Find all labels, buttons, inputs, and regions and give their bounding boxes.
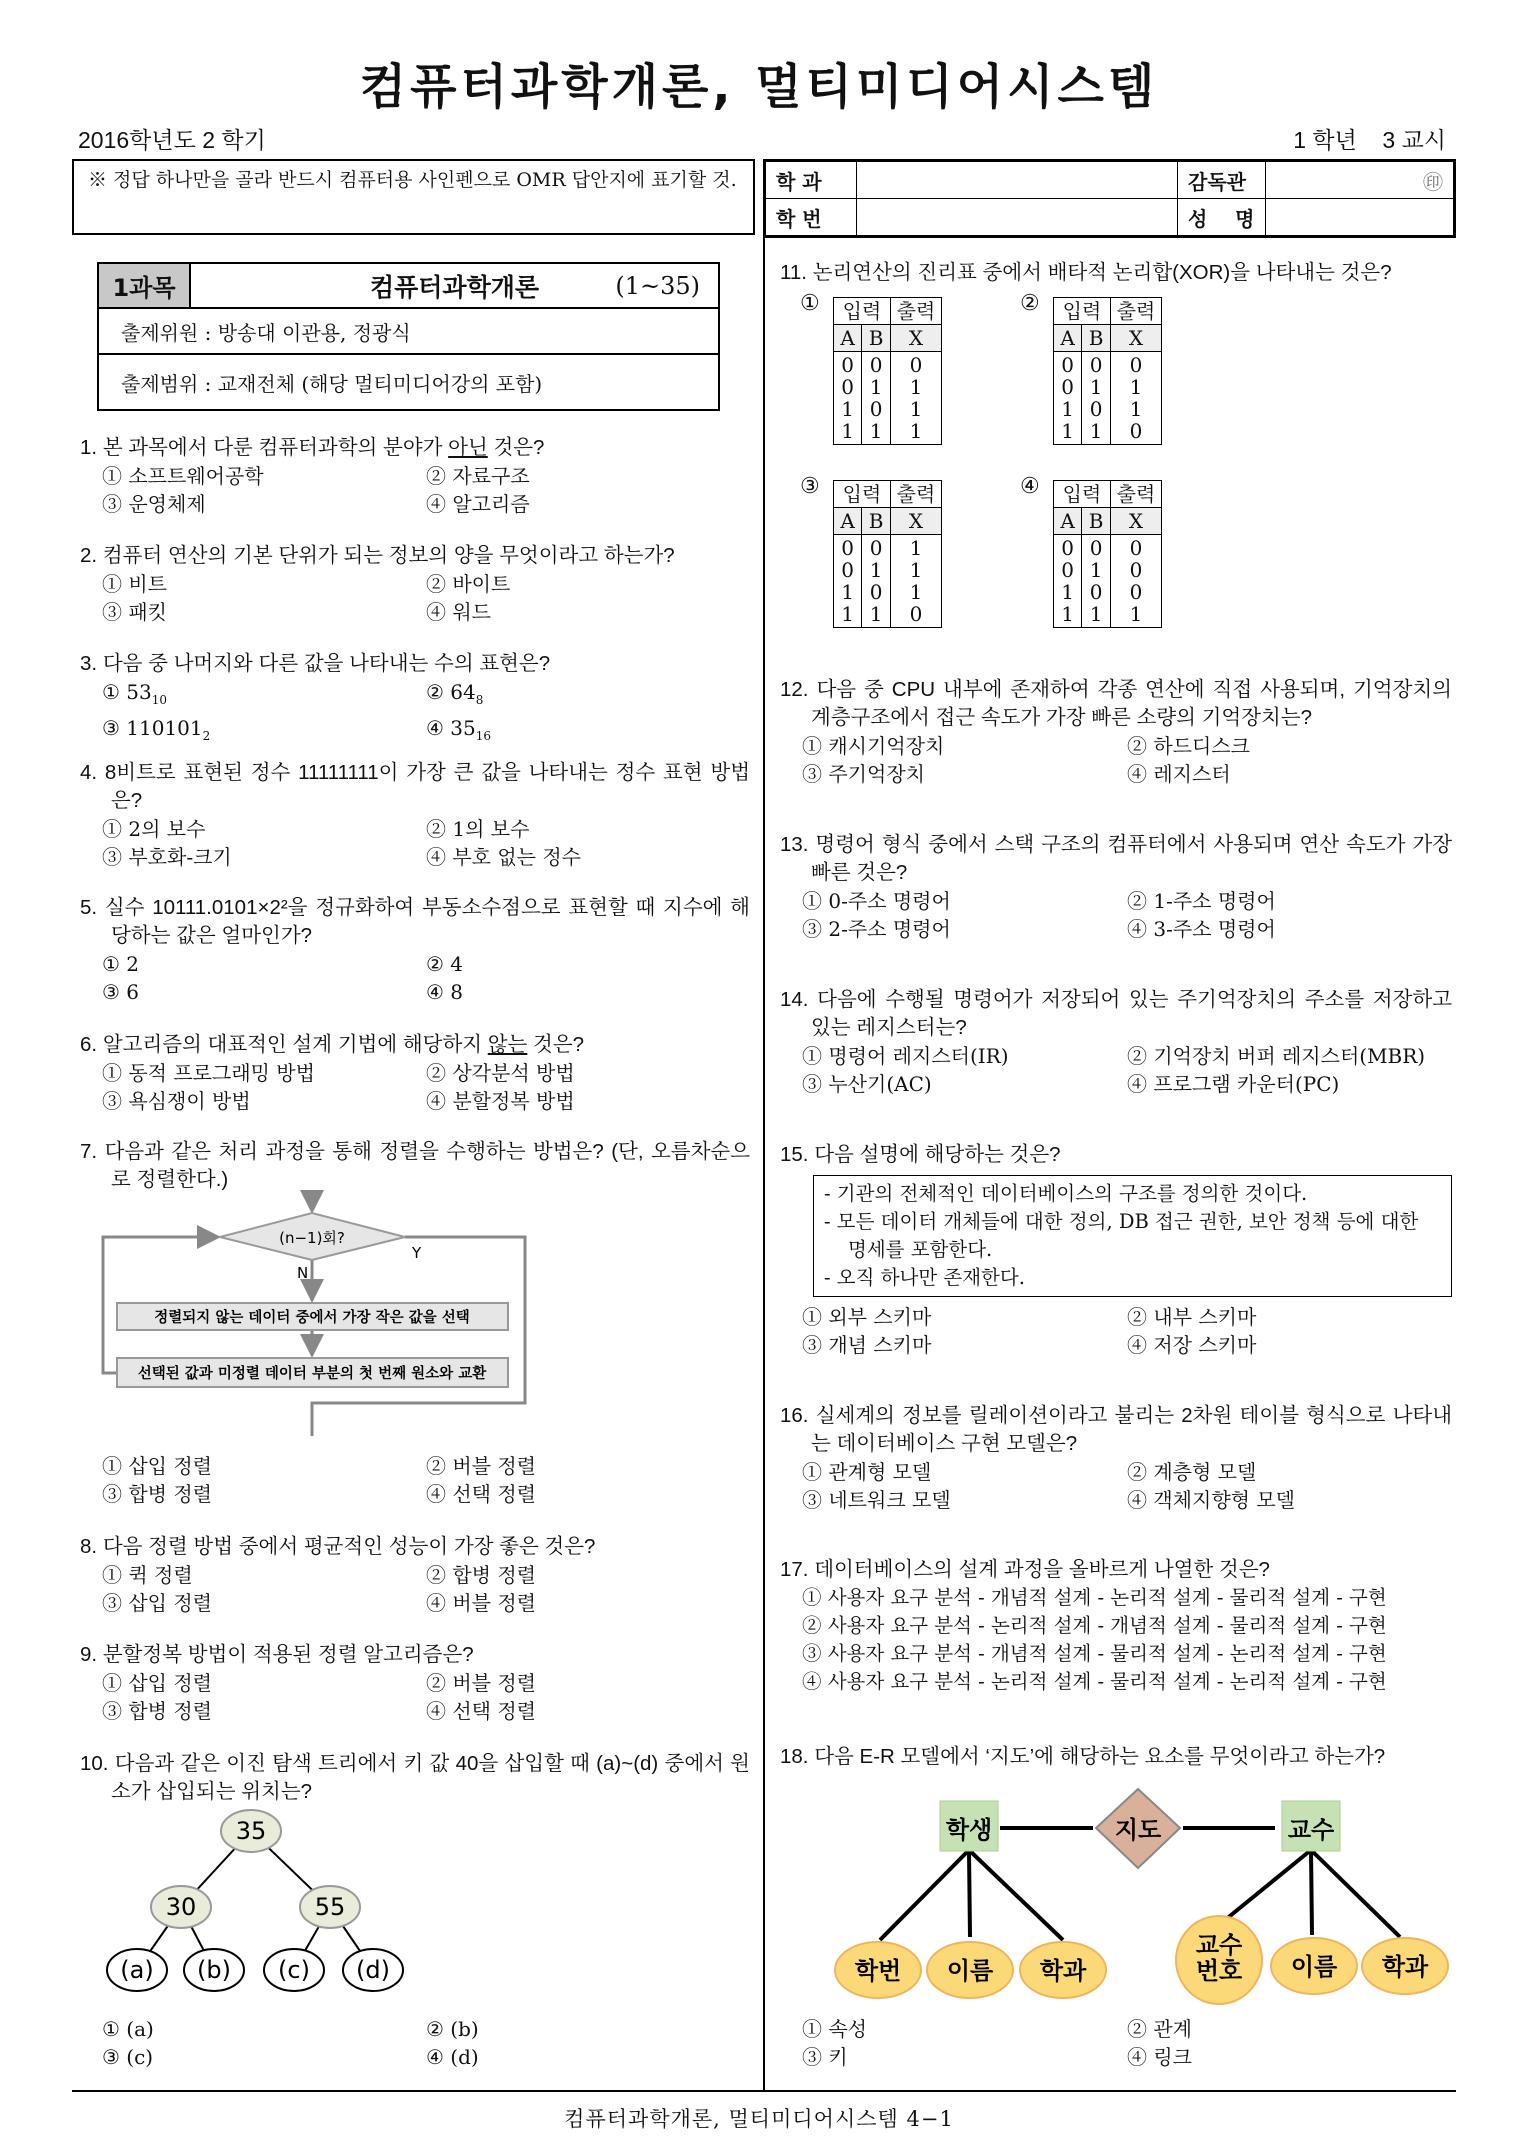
option-label: ② 관계 bbox=[1127, 2017, 1192, 2041]
option-label: ③ 부호화-크기 bbox=[102, 845, 232, 869]
option-label: ④ 버블 정렬 bbox=[426, 1591, 536, 1615]
name-label: 성 명 bbox=[1178, 199, 1266, 237]
option-label: ④ 부호 없는 정수 bbox=[426, 845, 581, 869]
question-text: 다음과 같은 처리 과정을 통해 정렬을 수행하는 방법은? (단, 오름차순으로 정렬한다.) bbox=[104, 1140, 750, 1191]
option-label: ③ 삽입 정렬 bbox=[102, 1591, 212, 1615]
option-label: ③ 주기억장치 bbox=[802, 762, 925, 786]
question-text: 분할정복 방법이 적용된 정렬 알고리즘은? bbox=[102, 1643, 474, 1666]
option-label: ④ 워드 bbox=[426, 600, 491, 624]
option-label: ③ 사용자 요구 분석 - 개념적 설계 - 물리적 설계 - 논리적 설계 - 구현 bbox=[802, 1642, 1387, 1665]
question-text: 본 과목에서 다룬 컴퓨터과학의 분야가 bbox=[102, 436, 449, 459]
option-label: ② (b) bbox=[426, 2017, 479, 2041]
option-label: ② 1의 보수 bbox=[426, 817, 530, 841]
option-label: ③ 운영체제 bbox=[102, 492, 206, 516]
output-header: 출력 bbox=[891, 481, 942, 508]
column-values: 0 1 0 1 bbox=[862, 352, 891, 445]
question-number: 5. bbox=[80, 896, 98, 919]
subject-scope: 출제범위 : 교재전체 (해당 멀티미디어강의 포함) bbox=[121, 371, 543, 396]
input-header: 입력 bbox=[1054, 481, 1111, 508]
question-number: 4. bbox=[80, 761, 98, 784]
option-label: ③ 패킷 bbox=[102, 600, 167, 624]
page-footer: 컴퓨터과학개론, 멀티미디어시스템 4−1 bbox=[564, 2107, 954, 2131]
option-label: ② 합병 정렬 bbox=[426, 1563, 536, 1587]
step2-label: 선택된 값과 미정렬 데이터 부분의 첫 번째 원소와 교환 bbox=[137, 1366, 487, 1382]
option-label: ② 기억장치 버퍼 레지스터(MBR) bbox=[1127, 1044, 1426, 1068]
column-header: B bbox=[862, 508, 891, 535]
option-label: ① 삽입 정렬 bbox=[102, 1671, 212, 1695]
question-number: 15. bbox=[780, 1143, 809, 1166]
bst-leaf-node-label: (d) bbox=[356, 1956, 390, 1984]
answer-option[interactable] bbox=[802, 2043, 1127, 2071]
entity-professor-label: 교수 bbox=[1287, 1816, 1335, 1844]
input-header: 입력 bbox=[1054, 298, 1111, 325]
question-number: 12. bbox=[780, 678, 809, 701]
bst-leaf-node-label: (c) bbox=[278, 1956, 310, 1984]
question-text: 8비트로 표현된 정수 11111111이 가장 큰 값을 나타내는 정수 표현 방법은? bbox=[104, 761, 751, 812]
bst-right-node-label: 55 bbox=[314, 1893, 346, 1921]
option-label: ② 사용자 요구 분석 - 논리적 설계 - 개념적 설계 - 물리적 설계 - 구현 bbox=[802, 1614, 1387, 1637]
option-label: ④ 프로그램 카운터(PC) bbox=[1127, 1072, 1340, 1096]
column-values: 0 0 1 1 bbox=[834, 352, 862, 445]
option-label: ④ 35 bbox=[426, 716, 476, 740]
question-text: 컴퓨터 연산의 기본 단위가 되는 정보의 양을 무엇이라고 하는가? bbox=[102, 544, 675, 567]
option-label: ① 속성 bbox=[802, 2017, 867, 2041]
question-text: 알고리즘의 대표적인 설계 기법에 해당하지 bbox=[102, 1033, 488, 1056]
option-label: ① (a) bbox=[102, 2017, 154, 2041]
option-label: ③ 누산기(AC) bbox=[802, 1072, 932, 1096]
option-label: ② 하드디스크 bbox=[1127, 734, 1250, 758]
option-label: ③ (c) bbox=[102, 2045, 154, 2069]
yes-label: Y bbox=[412, 1244, 422, 1262]
option-label: ② 1-주소 명령어 bbox=[1127, 889, 1276, 913]
option-label: ④ 3-주소 명령어 bbox=[1127, 917, 1276, 941]
option-label: ④ 선택 정렬 bbox=[426, 1482, 536, 1506]
option-label: ② 바이트 bbox=[426, 572, 511, 596]
bottom-rule bbox=[72, 2090, 1456, 2092]
subject-number: 1과목 bbox=[99, 264, 191, 307]
column-values: 0 1 0 1 bbox=[862, 535, 891, 628]
column-values: 0 1 0 1 bbox=[1082, 535, 1111, 628]
option-label: ① 0-주소 명령어 bbox=[802, 889, 951, 913]
column-header: X bbox=[891, 325, 942, 352]
column-values: 0 0 1 1 bbox=[1054, 535, 1082, 628]
emphasis-text: 아닌 bbox=[448, 436, 488, 459]
attribute-label: 학과 bbox=[1381, 1953, 1429, 1981]
grade-period-label: 1 학년 3 교시 bbox=[1293, 127, 1446, 153]
input-header: 입력 bbox=[834, 481, 891, 508]
column-header: X bbox=[1111, 508, 1162, 535]
option-label: ③ 110101 bbox=[102, 716, 203, 740]
option-label: ① 퀵 정렬 bbox=[102, 1563, 193, 1587]
exam-title: 컴퓨터과학개론, 멀티미디어시스템 bbox=[359, 59, 1159, 115]
option-marker[interactable]: ② bbox=[1020, 291, 1040, 316]
column-header: A bbox=[1054, 325, 1082, 352]
question-block bbox=[780, 2015, 1452, 2071]
number-base: 16 bbox=[475, 729, 492, 743]
question-number: 8. bbox=[80, 1535, 98, 1558]
output-header: 출력 bbox=[1111, 298, 1162, 325]
option-label: ① 소프트웨어공학 bbox=[102, 464, 264, 488]
question-text: 다음 E-R 모델에서 ‘지도’에 해당하는 요소를 무엇이라고 하는가? bbox=[814, 1745, 1386, 1768]
dept-label: 학 과 bbox=[765, 161, 857, 199]
answer-option[interactable] bbox=[426, 2043, 750, 2071]
question-number: 3. bbox=[80, 652, 98, 675]
bst-left-node-label: 30 bbox=[165, 1893, 197, 1921]
question-text: 다음 정렬 방법 중에서 평균적인 성능이 가장 좋은 것은? bbox=[102, 1535, 596, 1558]
number-base: 8 bbox=[475, 693, 484, 707]
question-number: 10. bbox=[80, 1752, 109, 1775]
question-number: 18. bbox=[780, 1745, 809, 1768]
option-label: ③ 합병 정렬 bbox=[102, 1699, 212, 1723]
entity-student-label: 학생 bbox=[945, 1816, 993, 1844]
column-header: X bbox=[1111, 325, 1162, 352]
option-label: ① 외부 스키마 bbox=[802, 1305, 932, 1329]
column-values: 0 1 1 0 bbox=[1111, 352, 1162, 445]
column-header: X bbox=[891, 508, 942, 535]
question-number: 9. bbox=[80, 1643, 98, 1666]
question-text: 것은? bbox=[527, 1033, 585, 1056]
question-number: 13. bbox=[780, 833, 809, 856]
option-label: ④ 저장 스키마 bbox=[1127, 1333, 1257, 1357]
question-block bbox=[80, 2015, 750, 2071]
option-label: ① 관계형 모델 bbox=[802, 1460, 932, 1484]
question-number: 2. bbox=[80, 544, 98, 567]
option-label: ④ 8 bbox=[426, 980, 464, 1004]
column-values: 1 1 1 0 bbox=[891, 535, 942, 628]
option-label: ④ 사용자 요구 분석 - 논리적 설계 - 물리적 설계 - 논리적 설계 - 구현 bbox=[802, 1670, 1387, 1693]
option-label: ④ 객체지향형 모델 bbox=[1127, 1488, 1295, 1512]
question-number: 14. bbox=[780, 988, 809, 1011]
instruction-box: ※ 정답 하나만을 골라 반드시 컴퓨터용 사인펜으로 OMR 답안지에 표기할 것. bbox=[72, 159, 755, 235]
column-values: 0 0 1 1 bbox=[834, 535, 862, 628]
emphasis-text: 않는 bbox=[487, 1033, 528, 1056]
option-label: ① 2의 보수 bbox=[102, 817, 206, 841]
question-text: 실세계의 정보를 릴레이션이라고 불리는 2차원 테이블 형식으로 나타내는 데이터베이스 구현 모델은? bbox=[811, 1404, 1452, 1455]
description-line: - 오직 하나만 존재한다. bbox=[824, 1266, 1025, 1289]
supervisor-label: 감독관 bbox=[1178, 161, 1266, 199]
column-values: 0 1 0 1 bbox=[1082, 352, 1111, 445]
student-no-label: 학 번 bbox=[765, 199, 857, 237]
number-base: 10 bbox=[151, 693, 168, 707]
attribute-label: 학번 bbox=[854, 1957, 902, 1985]
option-label: ① 삽입 정렬 bbox=[102, 1454, 212, 1478]
option-label: ④ (d) bbox=[426, 2045, 479, 2069]
option-label: ④ 선택 정렬 bbox=[426, 1699, 536, 1723]
relationship-label: 지도 bbox=[1114, 1816, 1162, 1844]
description-line: - 모든 데이터 개체들에 대한 정의, DB 접근 권한, 보안 정책 등에 대한 명세를 포함한다. bbox=[824, 1210, 1419, 1261]
question-text: 다음과 같은 이진 탐색 트리에서 키 값 40을 삽입할 때 (a)~(d) 중에서 원소가 삽입되는 위치는? bbox=[111, 1752, 750, 1803]
output-header: 출력 bbox=[891, 298, 942, 325]
question-text: 다음 중 CPU 내부에 존재하여 각종 연산에 직접 사용되며, 기억장치의 계층구조에서 접근 속도가 가장 빠른 소량의 기억장치는? bbox=[811, 678, 1452, 729]
option-label: ① 53 bbox=[102, 680, 152, 704]
column-values: 0 0 0 1 bbox=[1111, 535, 1162, 628]
option-label: ③ 욕심쟁이 방법 bbox=[102, 1089, 251, 1113]
option-label: ④ 분할정복 방법 bbox=[426, 1089, 575, 1113]
option-marker[interactable]: ④ bbox=[1020, 474, 1040, 499]
question-11-stem: 11. 논리연산의 진리표 중에서 배타적 논리합(XOR)을 나타내는 것은? bbox=[780, 261, 1392, 284]
question-number: 6. bbox=[80, 1033, 98, 1056]
column-header: B bbox=[1082, 325, 1111, 352]
bst-root-node-label: 35 bbox=[235, 1817, 267, 1845]
option-label: ① 동적 프로그래밍 방법 bbox=[102, 1061, 315, 1085]
column-header: B bbox=[1082, 508, 1111, 535]
seal-field[interactable]: ㊞ bbox=[1265, 161, 1455, 199]
column-header: B bbox=[862, 325, 891, 352]
option-label: ② 계층형 모델 bbox=[1127, 1460, 1257, 1484]
option-label: ② 4 bbox=[426, 952, 464, 976]
column-values: 0 0 1 1 bbox=[1054, 352, 1082, 445]
option-label: ① 비트 bbox=[102, 572, 167, 596]
option-label: ② 자료구조 bbox=[426, 464, 530, 488]
column-header: A bbox=[834, 508, 862, 535]
question-text: 다음 중 나머지와 다른 값을 나타내는 수의 표현은? bbox=[102, 652, 551, 675]
answer-option[interactable] bbox=[1127, 2043, 1452, 2071]
option-label: ③ 합병 정렬 bbox=[102, 1482, 212, 1506]
option-label: ② 버블 정렬 bbox=[426, 1454, 536, 1478]
description-line: - 기관의 전체적인 데이터베이스의 구조를 정의한 것이다. bbox=[824, 1182, 1308, 1205]
question-text: 다음 설명에 해당하는 것은? bbox=[814, 1143, 1061, 1166]
answer-options bbox=[780, 2015, 1452, 2071]
question-range: (1~35) bbox=[615, 271, 700, 300]
bst-leaf-node-label: (b) bbox=[197, 1956, 231, 1984]
option-label: ② 상각분석 방법 bbox=[426, 1061, 575, 1085]
question-text: 데이터베이스의 설계 과정을 올바르게 나열한 것은? bbox=[814, 1558, 1270, 1581]
option-marker[interactable]: ③ bbox=[800, 474, 820, 499]
option-label: ① 명령어 레지스터(IR) bbox=[802, 1044, 1009, 1068]
option-label: ② 64 bbox=[426, 680, 476, 704]
step1-label: 정렬되지 않는 데이터 중에서 가장 작은 값을 선택 bbox=[154, 1310, 470, 1326]
option-label: ③ 개념 스키마 bbox=[802, 1333, 932, 1357]
option-marker[interactable]: ① bbox=[800, 291, 820, 316]
attribute-label: 학과 bbox=[1039, 1957, 1087, 1985]
question-number: 1. bbox=[80, 436, 98, 459]
decision-label: (n−1)회? bbox=[279, 1229, 345, 1247]
question-text: 것은? bbox=[487, 436, 545, 459]
option-label: ④ 레지스터 bbox=[1127, 762, 1231, 786]
option-label: ② 내부 스키마 bbox=[1127, 1305, 1257, 1329]
question-number: 17. bbox=[780, 1558, 809, 1581]
option-label: ④ 링크 bbox=[1127, 2045, 1192, 2069]
answer-options bbox=[80, 2015, 750, 2071]
option-label: ① 캐시기억장치 bbox=[802, 734, 945, 758]
input-header: 입력 bbox=[834, 298, 891, 325]
subject-authors: 출제위원 : 방송대 이관용, 정광식 bbox=[99, 309, 718, 355]
number-base: 2 bbox=[202, 729, 211, 743]
output-header: 출력 bbox=[1111, 481, 1162, 508]
question-number: 7. bbox=[80, 1140, 98, 1163]
subject-name: 컴퓨터과학개론 bbox=[369, 272, 540, 302]
question-number: 16. bbox=[780, 1404, 809, 1427]
option-label: ① 2 bbox=[102, 952, 140, 976]
question-text: 명령어 형식 중에서 스택 구조의 컴퓨터에서 사용되며 연산 속도가 가장 빠른 것은? bbox=[811, 833, 1452, 884]
answer-option[interactable] bbox=[102, 2043, 426, 2071]
attribute-label: 이름 bbox=[946, 1957, 994, 1985]
option-label: ④ 알고리즘 bbox=[426, 492, 530, 516]
option-label: ① 사용자 요구 분석 - 개념적 설계 - 논리적 설계 - 물리적 설계 - 구현 bbox=[802, 1586, 1387, 1609]
option-label: ③ 키 bbox=[802, 2045, 848, 2069]
option-label: ② 버블 정렬 bbox=[426, 1671, 536, 1695]
option-label: ③ 2-주소 명령어 bbox=[802, 917, 951, 941]
attribute-label: 이름 bbox=[1290, 1953, 1338, 1981]
option-label: ③ 네트워크 모델 bbox=[802, 1488, 951, 1512]
question-text: 다음에 수행될 명령어가 저장되어 있는 주기억장치의 주소를 저장하고 있는 레지스터는? bbox=[811, 988, 1452, 1039]
term-label: 2016학년도 2 학기 bbox=[78, 127, 266, 153]
column-header: A bbox=[1054, 508, 1082, 535]
no-label: N bbox=[297, 1264, 309, 1282]
question-text: 실수 10111.0101×2²을 정규화하여 부동소수점으로 표현할 때 지수에 해당하는 값은 얼마인가? bbox=[104, 896, 750, 947]
column-values: 0 1 1 1 bbox=[891, 352, 942, 445]
attribute-label: 교수 번호 bbox=[1195, 1931, 1243, 1985]
column-header: A bbox=[834, 325, 862, 352]
bst-leaf-node-label: (a) bbox=[120, 1956, 154, 1984]
option-label: ③ 6 bbox=[102, 980, 140, 1004]
